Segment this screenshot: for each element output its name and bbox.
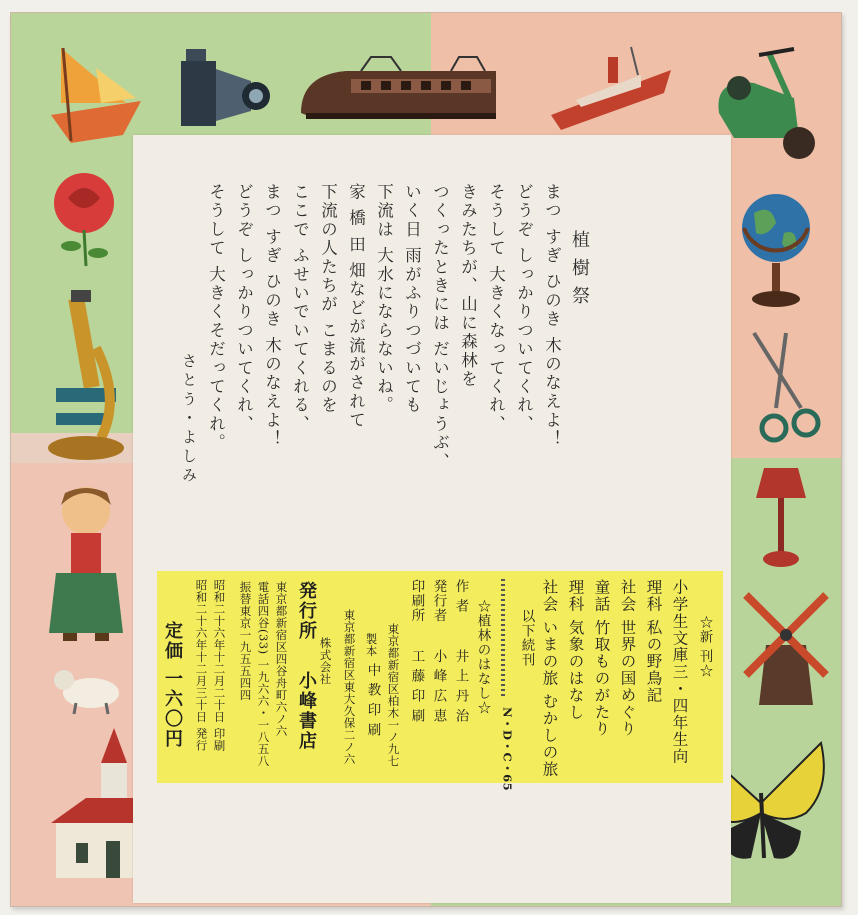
credit-role: 印刷所 xyxy=(408,579,425,623)
book-list-item: 童話 竹取ものがたり xyxy=(592,579,611,738)
poem-line: 下流の人たちが こまるのを xyxy=(318,183,338,415)
windmill-icon xyxy=(741,585,831,715)
book-back-cover xyxy=(10,12,842,907)
lamp-icon xyxy=(746,463,816,573)
poem-line: どうぞ しっかりついてくれ、 xyxy=(514,183,534,434)
credit-name: 小 峰 広 恵 xyxy=(430,649,447,723)
folding-camera-icon xyxy=(176,41,271,136)
poem-line: まつ すぎ ひのき 木のなえよ！ xyxy=(262,183,282,449)
dutch-girl-doll-icon xyxy=(41,483,131,648)
publisher-label: 発行所 xyxy=(296,581,317,641)
publisher-phone: 電話四谷(33) 一九六六・一八五八 xyxy=(256,581,271,767)
credit-name: 井 上 丹 治 xyxy=(452,649,469,723)
scissors-icon xyxy=(746,328,831,458)
printer-address: 東京都新宿区柏木一ノ九七 xyxy=(386,623,401,767)
new-books-label: ☆新 刊☆ xyxy=(696,615,713,679)
credit-role: 作 者 xyxy=(452,579,469,614)
poem-line: まつ すぎ ひのき 木のなえよ！ xyxy=(542,183,562,449)
binder-address: 東京都新宿区東大久保二ノ六 xyxy=(342,609,357,765)
lamb-icon xyxy=(46,658,126,718)
poem-line: 下流は 大水にならないね。 xyxy=(374,183,394,415)
poem-line: 家 橋 田 畑などが流がされて xyxy=(346,183,366,430)
microscope-icon xyxy=(41,288,131,468)
train-icon xyxy=(291,53,506,128)
poem-panel xyxy=(133,135,731,903)
publisher-transfer-account: 振替東京一九五五四四 xyxy=(238,581,253,701)
colophon-box xyxy=(157,571,723,792)
sailboat-icon xyxy=(41,43,151,148)
binder-name: 中 教 印 刷 xyxy=(364,663,381,737)
poem-author: さとう・よしみ xyxy=(180,353,198,486)
credit-name: 工 藤 印 刷 xyxy=(408,649,425,723)
poem-line: つくったときには だいじょうぶ、 xyxy=(430,183,450,471)
book-list-item: 理科 気象のはなし xyxy=(566,579,585,721)
credit-role: 発行者 xyxy=(430,579,447,623)
publisher-type: 株式会社 xyxy=(318,637,333,685)
price: 定価 一六〇円 xyxy=(162,621,183,750)
poem-line: きみたちが、山に森林を xyxy=(458,183,478,389)
rose-icon xyxy=(46,168,121,268)
poem-line: ここで ふせいでいてくれる、 xyxy=(290,183,310,434)
poem-line: そうして 大きくそだってくれ。 xyxy=(206,183,226,453)
book-title: ☆植林のはなし☆ xyxy=(474,599,491,715)
book-list-item: 社会 いまの旅 むかしの旅 xyxy=(540,579,559,778)
ship-icon xyxy=(546,45,676,135)
binder-prefix: 製本 xyxy=(364,633,379,657)
poem-line: そうして 大きくなってくれ、 xyxy=(486,183,506,434)
book-list-item: 社会 世界の国めぐり xyxy=(618,579,637,738)
publisher-address: 東京都新宿区四谷舟町六ノ六 xyxy=(274,581,289,737)
dotted-divider xyxy=(501,579,505,699)
globe-icon xyxy=(736,183,816,313)
book-list-item: 理科 私の野鳥記 xyxy=(644,579,663,704)
poem-title: 植樹祭 xyxy=(569,230,590,314)
issue-date: 昭和二十六年十二月三十日 発行 xyxy=(194,579,209,752)
print-date: 昭和二十六年十二月二十日 印刷 xyxy=(212,579,227,752)
series-title: 小学生文庫三・四年生向 xyxy=(670,579,689,765)
ndc-code: N・D・C・65 xyxy=(500,707,515,792)
poem-line: どうぞ しっかりついてくれ、 xyxy=(234,183,254,434)
publisher-name: 小峰書店 xyxy=(296,671,317,751)
continued-note: 以下続刊 xyxy=(518,609,535,667)
poem-line: いく日 雨がふりつづいても xyxy=(402,183,422,415)
